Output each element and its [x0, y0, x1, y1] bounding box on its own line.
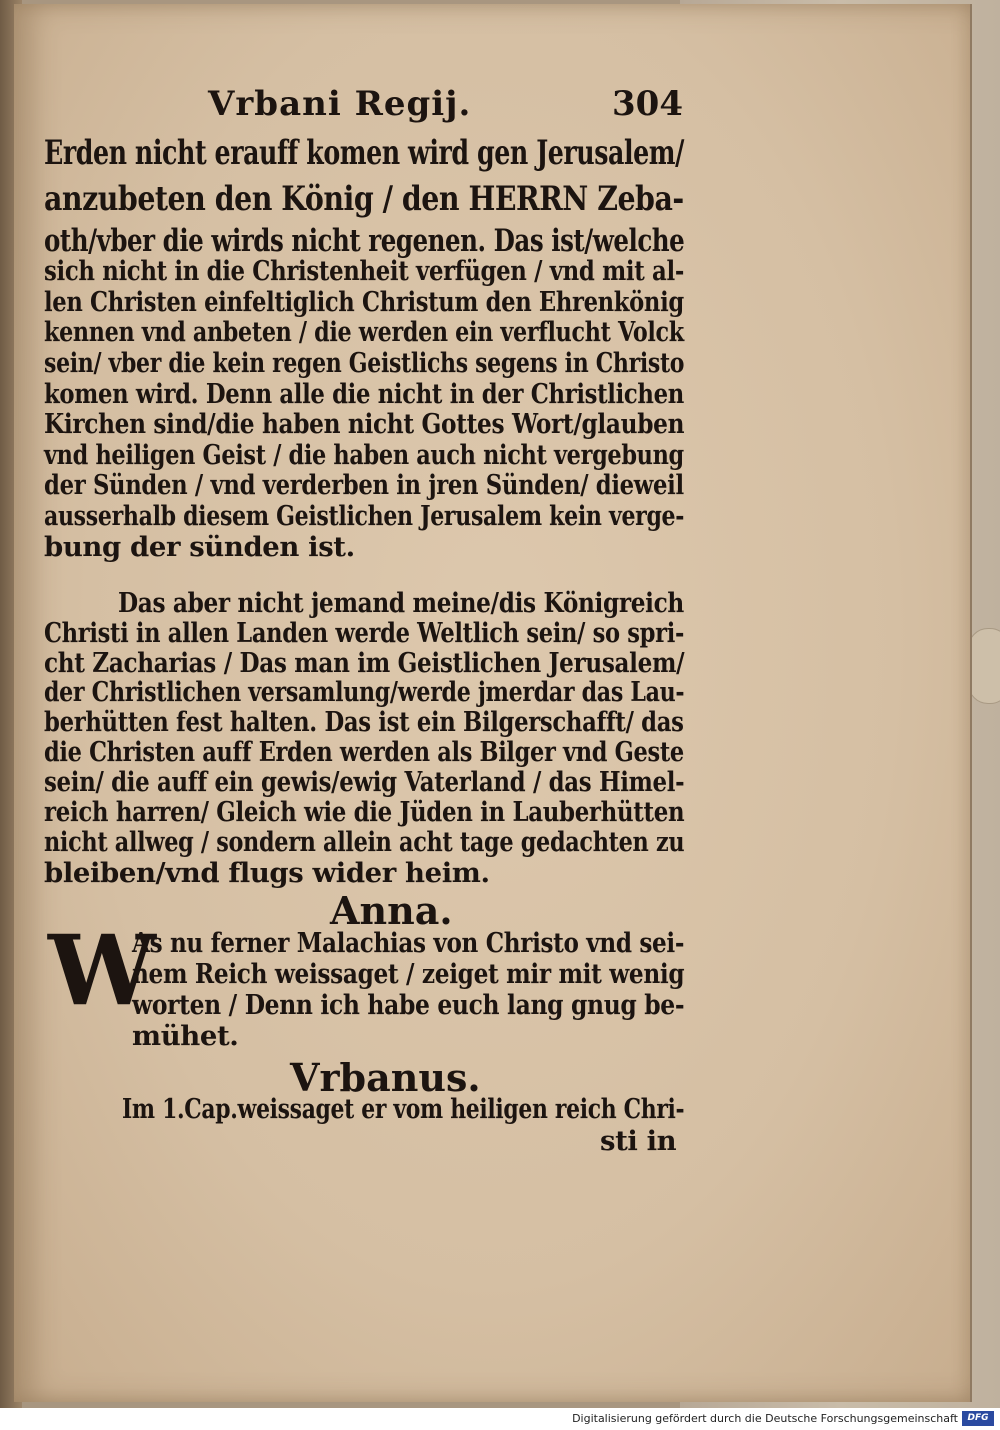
text-line: vnd heiligen Geist / die haben auch nicht vergebung: [44, 439, 684, 471]
text-line: Christi in allen Landen werde Weltlich sein/ so spri-: [44, 617, 684, 649]
text-line: anzubeten den König / den HERRN Zeba-: [44, 179, 684, 219]
text-line: der Sünden / vnd verderben in jren Sünden/ dieweil: [44, 469, 684, 501]
text-line: ausserhalb diesem Geistlichen Jerusalem kein verge-: [44, 500, 685, 532]
text-line: sein/ die auff ein gewis/ewig Vaterland / das Himel-: [44, 766, 685, 798]
text-line: reich harren/ Gleich wie die Jüden in Lauberhütten: [44, 796, 685, 828]
text-line: cht Zacharias / Das man im Geistlichen Jerusalem/: [44, 647, 685, 679]
text-line: berhütten fest halten. Das ist ein Bilgerschafft/ das: [44, 706, 684, 738]
text-line: worten / Denn ich habe euch lang gnug be-: [132, 989, 685, 1021]
text-line: sich nicht in die Christenheit verfügen / vnd mit al-: [44, 255, 684, 287]
text-line: sein/ vber die kein regen Geistlichs segens in Christo: [44, 347, 685, 379]
text-line: kennen vnd anbeten / die werden ein verflucht Volck: [44, 316, 684, 348]
running-head: Vrbani Regij.: [208, 84, 472, 124]
speaker-heading-anna: Anna.: [330, 888, 453, 933]
text-line: komen wird. Denn alle die nicht in der Christlichen: [44, 378, 684, 410]
text-line: As nu ferner Malachias von Christo vnd sei-: [132, 927, 685, 959]
speaker-heading-urbanus: Vrbanus.: [290, 1055, 481, 1100]
text-line: len Christen einfeltiglich Christum den Ehrenkönig: [44, 286, 684, 318]
footer-bar: [0, 1408, 1000, 1430]
footer-credit: Digitalisierung gefördert durch die Deutsche Forschungsgemeinschaft: [572, 1412, 958, 1425]
dfg-logo-icon: DFG: [962, 1411, 994, 1426]
text-line: nem Reich weissaget / zeiget mir mit wenig: [132, 958, 685, 990]
page-number: 304: [612, 84, 683, 124]
text-line: der Christlichen versamlung/werde jmerdar das Lau-: [44, 676, 685, 708]
text-line: Erden nicht erauff komen wird gen Jerusalem/: [44, 133, 684, 173]
board-tab: [968, 628, 1000, 704]
text-line: Kirchen sind/die haben nicht Gottes Wort/glauben: [44, 408, 685, 440]
text-line: oth/vber die wirds nicht regenen. Das ist/welche: [44, 223, 685, 259]
drop-cap: W: [48, 914, 156, 1027]
text-line: sti in: [600, 1125, 677, 1157]
text-line: die Christen auff Erden werden als Bilger vnd Geste: [44, 736, 684, 768]
text-line: mühet.: [132, 1020, 239, 1052]
text-line: Das aber nicht jemand meine/dis Königreich: [118, 587, 684, 619]
text-line: Im 1.Cap.weissaget er vom heiligen reich Chri-: [122, 1093, 685, 1125]
text-line: bung der sünden ist.: [44, 531, 355, 563]
text-line: nicht allweg / sondern allein acht tage gedachten zu: [44, 826, 685, 858]
text-line: bleiben/vnd flugs wider heim.: [44, 857, 490, 889]
